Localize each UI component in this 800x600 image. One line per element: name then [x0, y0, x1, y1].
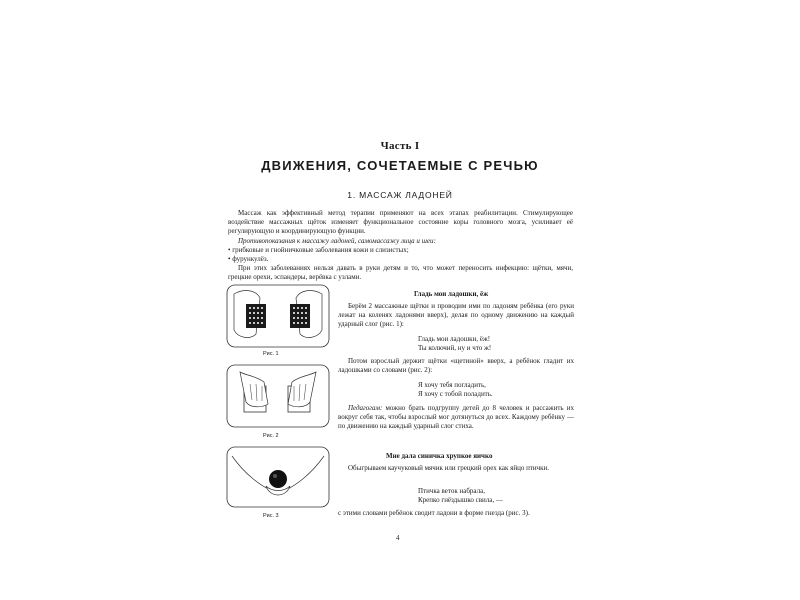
exercise-1-title: Гладь мои ладошки, ёж	[414, 290, 489, 298]
exercise-2-paragraph: Обыгрываем каучуковый мячик или грецкий орех как яйцо птички.	[348, 464, 550, 472]
exercise-2-verse-line: Крепко гнёздышко свила, —	[418, 496, 503, 504]
figure-3-caption: Рис. 3	[263, 513, 279, 519]
contraindication-item: • грибковые и гнойничковые заболевания кожи и слизистых;	[228, 246, 573, 255]
exercise-1-verse-line: Ты колючий, ну и что ж!	[418, 344, 492, 352]
palms-on-brushes-illustration	[226, 364, 330, 428]
exercise-2-paragraph-2: с этими словами ребёнок сводит ладони в форме гнезда (рис. 3).	[338, 509, 530, 517]
chapter-title: ДВИЖЕНИЯ, СОЧЕТАЕМЫЕ С РЕЧЬЮ	[261, 158, 539, 173]
intro-paragraph: Массаж как эффективный метод терапии применяют на всех этапах реабилитации. Стимулирующее воздействие массажных щёток изменяет функциональное состояние коры головного мозга, усиливает её регулирующую и координирующую функции.	[228, 209, 573, 236]
contraindications-heading: Противопоказания к массажу ладоней, самомассажу лица и шеи:	[238, 236, 436, 245]
teacher-note	[338, 404, 574, 432]
part-heading: Часть I	[380, 140, 420, 152]
section-title: 1. МАССАЖ ЛАДОНЕЙ	[347, 190, 453, 200]
intro-paragraph: При этих заболеваниях нельзя давать в руки детям и то, что может переносить инфекцию: щётки, мячи, грецкие орехи, эспандеры, верёвка с узлами.	[228, 264, 573, 282]
contraindication-item: • фурункулёз.	[228, 255, 573, 264]
exercise-1-verse-line: Я хочу тебя погладить,	[418, 381, 486, 389]
nest-hands-illustration	[226, 446, 330, 508]
teacher-note-text: можно брать подгруппу детей до 8 человек и рассажить их вокруг себя так, чтобы взрослый мог дотянуться до всех. Каждому ребёнку — по движению на каждый ударный слог стиха.	[338, 404, 574, 431]
figure-3	[226, 446, 330, 508]
exercise-1-verse-line: Гладь мои ладошки, ёж!	[418, 335, 491, 343]
figure-2-caption: Рис. 2	[263, 433, 279, 439]
exercise-2-verse-line: Птичка веток набрала,	[418, 487, 485, 495]
intro-block	[228, 209, 573, 283]
exercise-1-paragraph: Берём 2 массажные щётки и проводим ими по ладоням ребёнка (его руки лежат на коленях ладонями вверх), делая по одному движению на каждый ударный слог (рис. 1):	[338, 302, 574, 329]
exercise-2-title: Мне дала синичка хрупкое яичко	[386, 452, 493, 460]
brushes-on-palms-illustration	[226, 284, 330, 348]
exercise-1-verse-line: Я хочу с тобой поладить.	[418, 390, 493, 398]
figure-2	[226, 364, 330, 428]
page-number: 4	[396, 534, 400, 542]
figure-1	[226, 284, 330, 348]
exercise-1-paragraph-2: Потом взрослый держит щётки «щетиной» вверх, а ребёнок гладит их ладошками со словами (рис. 2):	[338, 357, 574, 375]
figure-1-caption: Рис. 1	[263, 351, 279, 357]
teacher-note-label: Педагогам:	[348, 404, 383, 412]
